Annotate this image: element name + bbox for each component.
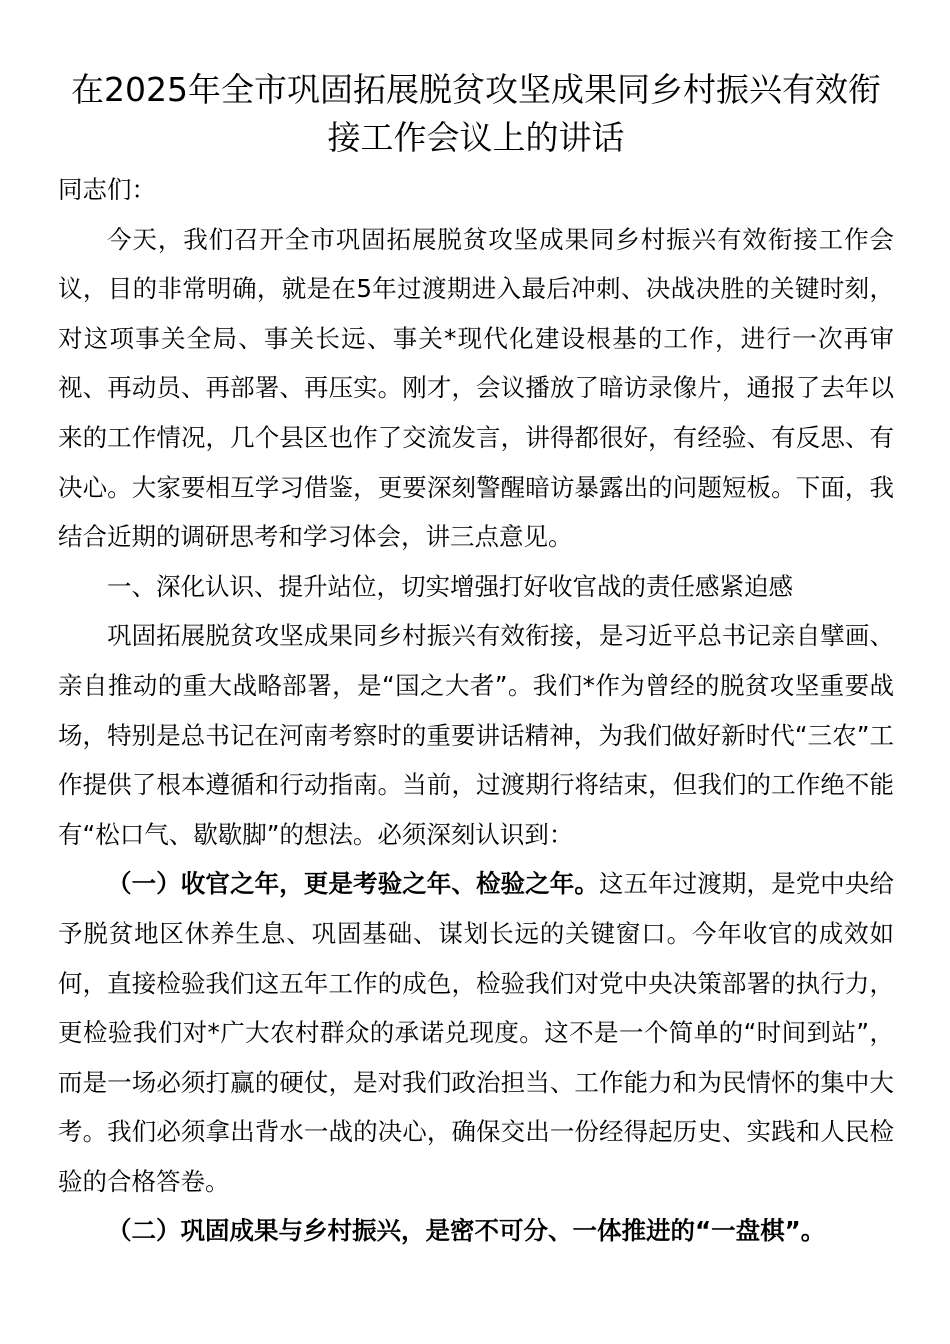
subsection-1-lead: （一）收官之年，更是考验之年、检验之年。 [107,869,599,899]
greeting: 同志们： [58,175,156,204]
paragraph-subsection-2 [58,1206,894,1256]
subsection-1-text: 这五年过渡期，是党中央给予脱贫地区休养生息、巩固基础、谋划长远的关键窗口。今年收官的成效如何，直接检验我们这五年工作的成色，检验我们对党中央决策部署的执行力，更检验我们对*广大农村群众的承诺兑现度。这不是一个简单的“时间到站”，而是一场必须打赢的硬仗，是对我们政治担当、工作能力和为民情怀的集中大考。我们必须拿出背水一战的决心，确保交出一份经得起历史、实践和人民检验的合格答卷。 [58,869,895,1196]
document-title: 在2025年全市巩固拓展脱贫攻坚成果同乡村振兴有效衔接工作会议上的讲话 [71,70,881,157]
paragraph-section-1-body: 巩固拓展脱贫攻坚成果同乡村振兴有效衔接，是习近平总书记亲自擘画、亲自推动的重大战略部署，是“国之大者”。我们*作为曾经的脱贫攻坚重要战场，特别是总书记在河南考察时的重要讲话精神，为我们做好新时代“三农”工作提供了根本遵循和行动指南。当前，过渡期行将结束，但我们的工作绝不能有“松口气、歇歇脚”的想法。必须深刻认识到： [58,621,894,849]
section-heading-1: 一、深化认识、提升站位，切实增强打好收官战的责任感紧迫感 [107,571,793,601]
document-page [58,66,894,1256]
paragraph-intro: 今天，我们召开全市巩固拓展脱贫攻坚成果同乡村振兴有效衔接工作会议，目的非常明确，就是在5年过渡期进入最后冲刺、决战决胜的关键时刻，对这项事关全局、事关长远、事关*现代化建设根基的工作，进行一次再审视、再动员、再部署、再压实。刚才，会议播放了暗访录像片，通报了去年以来的工作情况，几个县区也作了交流发言，讲得都很好，有经验、有反思、有决心。大家要相互学习借鉴，更要深刻警醒暗访暴露出的问题短板。下面，我结合近期的调研思考和学习体会，讲三点意见。 [58,224,894,552]
subsection-2-lead: （二）巩固成果与乡村振兴，是密不可分、一体推进的“一盘棋”。 [107,1216,826,1246]
paragraph-subsection-1 [58,859,894,1206]
